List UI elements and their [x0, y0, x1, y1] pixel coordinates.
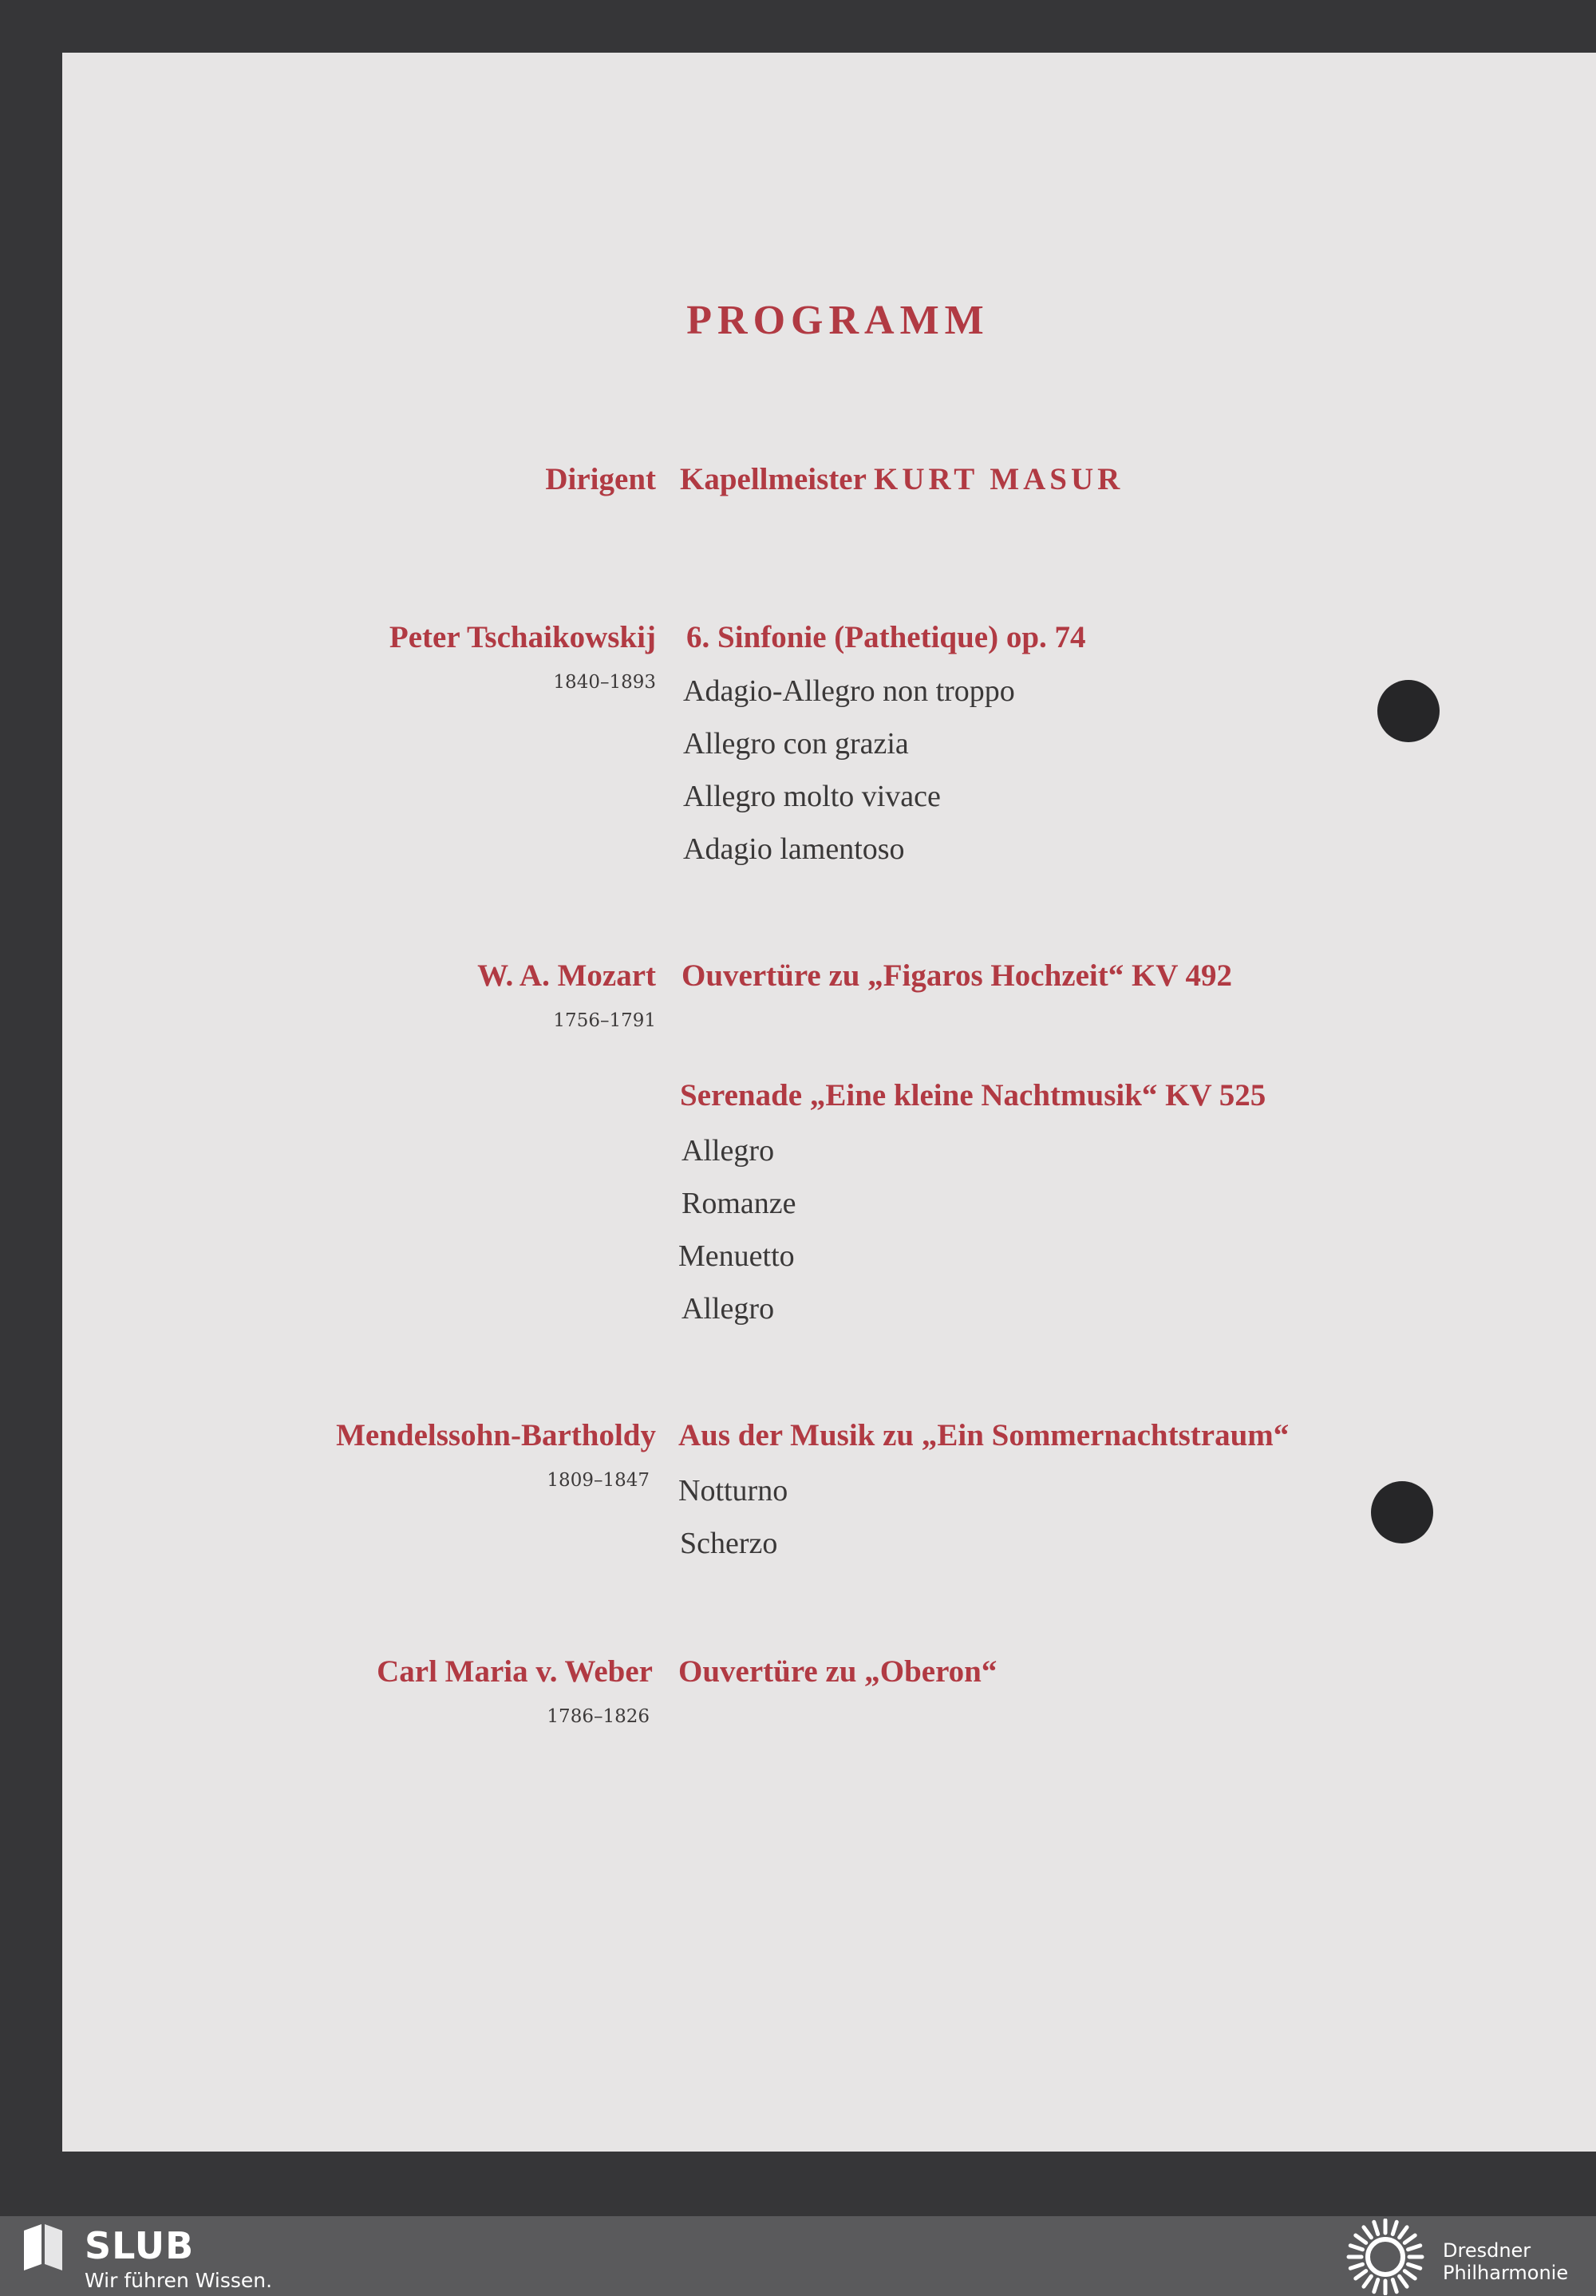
composer-name: Mendelssohn-Bartholdy [336, 1418, 656, 1452]
movement: Scherzo [680, 1527, 778, 1560]
movement: Romanze [681, 1187, 796, 1220]
movement: Notturno [678, 1474, 788, 1508]
philharmonie-sunburst-icon [1345, 2219, 1425, 2295]
partner-line-1: Dresdner [1443, 2239, 1531, 2262]
composer-dates: 1756–1791 [553, 1010, 656, 1031]
composer-dates: 1809–1847 [547, 1470, 650, 1491]
composer-name: W. A. Mozart [477, 958, 656, 993]
work-title: Ouvertüre zu „Figaros Hochzeit“ KV 492 [681, 958, 1233, 993]
library-tagline: Wir führen Wissen. [85, 2269, 273, 2292]
work-title: 6. Sinfonie (Pathetique) op. 74 [686, 620, 1086, 654]
work-title: Aus der Musik zu „Ein Sommernachtstraum“ [678, 1418, 1290, 1452]
work-title: Ouvertüre zu „Oberon“ [678, 1654, 998, 1689]
movement: Allegro [681, 1134, 775, 1168]
conductor-prefix: Kapellmeister [680, 462, 867, 496]
program-title: PROGRAMM [686, 298, 990, 343]
library-name: SLUB [85, 2224, 195, 2267]
punch-hole-upper [1377, 680, 1440, 742]
conductor-line [680, 461, 1124, 497]
composer-name: Peter Tschaikowskij [389, 620, 656, 654]
movement: Allegro [681, 1292, 775, 1326]
partner-name [1443, 2239, 1568, 2284]
movement: Adagio lamentoso [683, 832, 905, 866]
composer-dates: 1786–1826 [547, 1706, 650, 1727]
composer-name: Carl Maria v. Weber [377, 1654, 653, 1689]
movement: Allegro con grazia [683, 727, 909, 761]
punch-hole-lower [1371, 1481, 1433, 1543]
slub-book-icon [21, 2223, 64, 2272]
work-title: Serenade „Eine kleine Nachtmusik“ KV 525 [680, 1078, 1266, 1112]
composer-dates: 1840–1893 [553, 672, 656, 693]
movement: Menuetto [678, 1239, 795, 1273]
movement: Adagio-Allegro non troppo [683, 674, 1015, 708]
conductor-name: KURT MASUR [873, 462, 1124, 496]
conductor-label: Dirigent [545, 462, 656, 496]
movement: Allegro molto vivace [683, 780, 941, 813]
partner-line-2: Philharmonie [1443, 2262, 1569, 2284]
